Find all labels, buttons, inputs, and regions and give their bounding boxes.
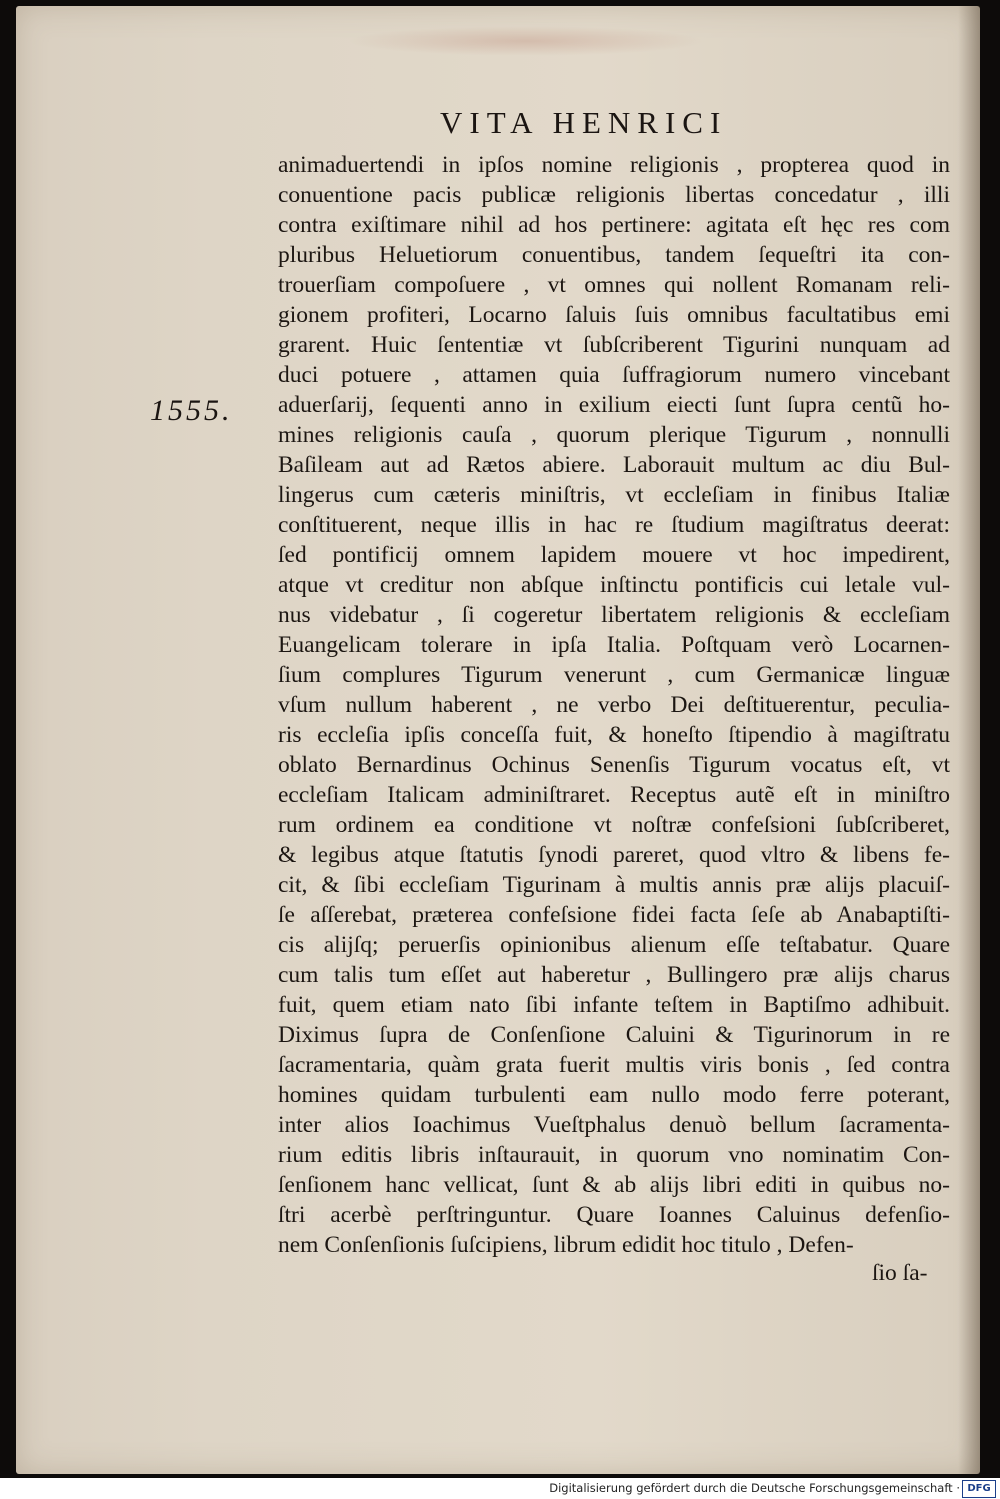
body-text-block — [278, 150, 950, 1260]
text-line: aduerſarij, ſequenti anno in exilium eiecti ſunt ſupra centũ ho- — [278, 392, 950, 418]
text-line: duci potuere , attamen quia ſuffragiorum numero vincebant — [278, 362, 950, 388]
catchword: ſio ſa- — [872, 1260, 928, 1286]
text-line: ris eccleſia ipſis conceſſa fuit, & honeſto ſtipendio à magiſtratu — [278, 722, 950, 748]
text-line: trouerſiam compoſuere , vt omnes qui nollent Romanam reli- — [278, 272, 950, 298]
text-line: nem Conſenſionis ſuſcipiens, librum edidit hoc titulo , Defen- — [278, 1232, 854, 1258]
text-line: ſenſionem hanc vellicat, ſunt & ab alijs libri editi in quibus no- — [278, 1172, 950, 1198]
text-line: cum talis tum eſſet aut haberetur , Bullingero præ alijs charus — [278, 962, 950, 988]
running-head: VITA HENRICI — [440, 105, 728, 140]
text-line: vſum nullum haberent , ne verbo Dei deſtituerentur, peculia- — [278, 692, 950, 718]
text-line: rium editis libris inſtaurauit, in quorum vno nominatim Con- — [278, 1142, 950, 1168]
text-line: oblato Bernardinus Ochinus Senenſis Tigurum vocatus eſt, vt — [278, 752, 950, 778]
text-line: inter alios Ioachimus Vueſtphalus denuò bellum ſacramenta- — [278, 1112, 950, 1138]
text-line: lingerus cum cæteris miniſtris, vt eccleſiam in finibus Italiæ — [278, 482, 950, 508]
margin-note-year: 1555. — [150, 394, 233, 427]
text-line: conuentione pacis publicæ religionis libertas concedatur , illi — [278, 182, 950, 208]
digitization-footer — [0, 1478, 1000, 1499]
text-line: & legibus atque ſtatutis ſynodi pareret, quod vltro & libens fe- — [278, 842, 950, 868]
text-line: homines quidam turbulenti eam nullo modo ferre poterant, — [278, 1082, 950, 1108]
text-line: ſtri acerbè perſtringuntur. Quare Ioannes Caluinus defenſio- — [278, 1202, 950, 1228]
paper-stain — [346, 26, 706, 56]
text-line: Baſileam aut ad Rætos abiere. Laborauit multum ac diu Bul- — [278, 452, 950, 478]
text-line: ſium complures Tigurum venerunt , cum Germanicæ linguæ — [278, 662, 950, 688]
text-line: mines religionis cauſa , quorum plerique Tigurum , nonnulli — [278, 422, 950, 448]
text-line: nus videbatur , ſi cogeretur libertatem religionis & eccleſiam — [278, 602, 950, 628]
text-line: ſed pontificij omnem lapidem mouere vt hoc impedirent, — [278, 542, 950, 568]
text-line: rum ordinem ea conditione vt noſtræ confeſsioni ſubſcriberet, — [278, 812, 950, 838]
text-line: pluribus Heluetiorum conuentibus, tandem ſequeſtri ita con- — [278, 242, 950, 268]
text-line: eccleſiam Italicam adminiſtraret. Receptus autẽ eſt in miniſtro — [278, 782, 950, 808]
text-line: Euangelicam tolerare in ipſa Italia. Poſtquam verò Locarnen- — [278, 632, 950, 658]
text-line: contra exiſtimare nihil ad hos pertinere: agitata eſt hęc res com — [278, 212, 950, 238]
text-line: fuit, quem etiam nato ſibi infante teſtem in Baptiſmo adhibuit. — [278, 992, 950, 1018]
text-line: cit, & ſibi eccleſiam Tigurinam à multis annis præ alijs placuiſ- — [278, 872, 950, 898]
text-line: conſtituerent, neque illis in hac re ſtudium magiſtratus deerat: — [278, 512, 950, 538]
text-line: gionem profiteri, Locarno ſaluis ſuis omnibus facultatibus emi — [278, 302, 950, 328]
text-line: animaduertendi in ipſos nomine religionis , propterea quod in — [278, 152, 950, 178]
text-line: Diximus ſupra de Conſenſione Caluini & Tigurinorum in re — [278, 1022, 950, 1048]
text-line: atque vt creditur non abſque inſtinctu pontificis cui letale vul- — [278, 572, 950, 598]
text-line: cis alijſq; peruerſis opinionibus alienum eſſe teſtabatur. Quare — [278, 932, 950, 958]
text-line: ſacramentaria, quàm grata fuerit multis viris bonis , ſed contra — [278, 1052, 950, 1078]
dfg-logo: DFG — [962, 1480, 996, 1498]
text-line: grarent. Huic ſententiæ vt ſubſcriberent Tigurini nunquam ad — [278, 332, 950, 358]
text-line: ſe aſſerebat, præterea confeſsione fidei facta ſeſe ab Anabaptiſti- — [278, 902, 950, 928]
funding-credit: Digitalisierung gefördert durch die Deutsche Forschungsgemeinschaft · — [549, 1481, 960, 1495]
